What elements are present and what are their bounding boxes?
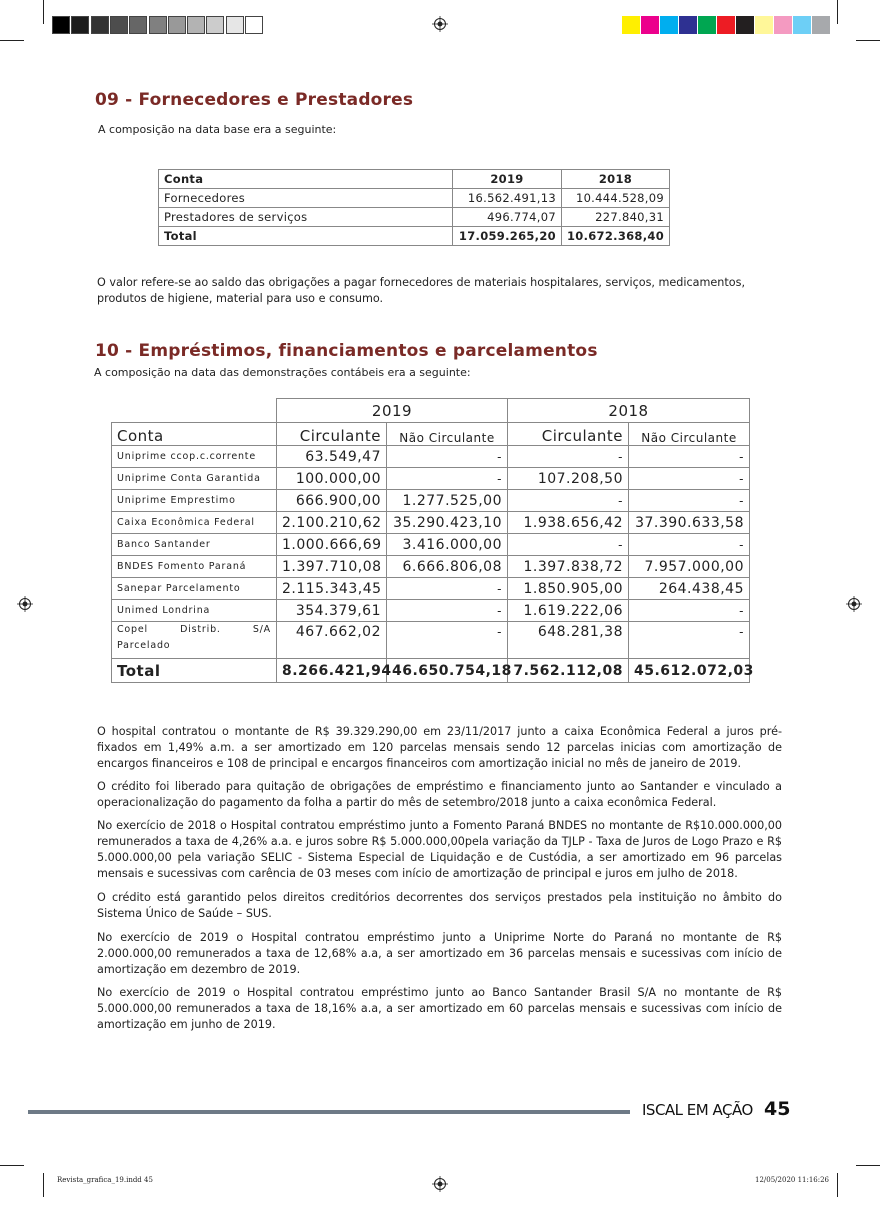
gray-swatch	[91, 16, 109, 34]
year-2018-header: 2018	[508, 399, 750, 423]
registration-mark-icon	[846, 596, 862, 612]
section-10-intro: A composição na data das demonstrações contábeis era a seguinte:	[94, 366, 471, 379]
suppliers-table	[158, 169, 670, 246]
total-circ-2019: 8.266.421,94	[277, 659, 387, 683]
section-09-title: 09 - Fornecedores e Prestadores	[95, 90, 414, 110]
row-nao-circ-2018: -	[629, 534, 750, 556]
row-nao-circ-2019: 3.416.000,00	[387, 534, 508, 556]
row-conta: Caixa Econômica Federal	[112, 512, 277, 534]
crop-mark	[856, 40, 880, 41]
row-conta: Copel Distrib. S/A Parcelado	[112, 622, 277, 659]
paragraph: O crédito foi liberado para quitação de obrigações de empréstimo e financiamento junto ao Santander e vinculado a operacionalização do pagamento da folha a partir do mês de setembro/2018 junto a caixa econômica Federal.	[97, 780, 782, 809]
row-circ-2019: 2.115.343,45	[277, 578, 387, 600]
empty-corner	[112, 399, 277, 423]
row-nao-circ-2018: -	[629, 490, 750, 512]
row-conta: Sanepar Parcelamento	[112, 578, 277, 600]
crop-mark	[43, 0, 44, 24]
total-circ-2018: 7.562.112,08	[508, 659, 629, 683]
row-circ-2019: 1.000.666,69	[277, 534, 387, 556]
table-row	[112, 622, 750, 659]
section-10-title: 10 - Empréstimos, financiamentos e parcelamentos	[95, 341, 598, 361]
color-swatch	[660, 16, 678, 34]
loans-table	[111, 398, 754, 683]
row-nao-circ-2019: 35.290.423,10	[387, 512, 508, 534]
section-09-note: O valor refere-se ao saldo das obrigações a pagar fornecedores de materiais hospitalares, serviços, medicamentos, produtos de higiene, material para uso e consumo.	[97, 276, 745, 305]
color-swatch	[698, 16, 716, 34]
page-number: 45	[764, 1098, 791, 1120]
crop-mark	[43, 1173, 44, 1197]
row-nao-circ-2018: -	[629, 600, 750, 622]
year-2019-header: 2019	[277, 399, 508, 423]
table-row	[112, 468, 750, 490]
table-row	[112, 512, 750, 534]
row-circ-2019: 666.900,00	[277, 490, 387, 512]
header-circulante-2018: Circulante	[508, 423, 629, 446]
crop-mark	[0, 40, 24, 41]
header-conta: Conta	[159, 170, 453, 189]
header-nao-circulante-2018: Não Circulante	[629, 423, 750, 446]
row-circ-2019: 354.379,61	[277, 600, 387, 622]
table-row	[159, 208, 670, 227]
table-row	[112, 446, 750, 468]
header-nao-circulante-2019: Não Circulante	[387, 423, 508, 446]
crop-mark	[837, 1173, 838, 1197]
table-total-row	[159, 227, 670, 246]
gray-swatch	[206, 16, 224, 34]
paragraph: O crédito está garantido pelos direitos creditórios decorrentes dos serviços prestados pela instituição no âmbito do Sistema Único de Saúde – SUS.	[97, 891, 782, 920]
row-conta: Prestadores de serviços	[159, 208, 453, 227]
row-conta: Uniprime ccop.c.corrente	[112, 446, 277, 468]
table-row	[112, 600, 750, 622]
color-swatch	[622, 16, 640, 34]
color-swatch	[793, 16, 811, 34]
row-nao-circ-2018: 7.957.000,00	[629, 556, 750, 578]
crop-mark	[837, 0, 838, 24]
row-circ-2019: 63.549,47	[277, 446, 387, 468]
row-circ-2018: 1.397.838,72	[508, 556, 629, 578]
row-nao-circ-2018: -	[629, 446, 750, 468]
row-2019: 16.562.491,13	[453, 189, 562, 208]
registration-mark-icon	[432, 16, 448, 32]
table-row	[112, 556, 750, 578]
total-label: Total	[159, 227, 453, 246]
footer-bar	[28, 1110, 630, 1114]
gray-swatch	[52, 16, 70, 34]
paragraph: No exercício de 2018 o Hospital contratou empréstimo junto a Fomento Paraná BNDES no montante de R$10.000.000,00 remunerados a taxa de 4,26% a.a. e juros sobre R$ 5.000.000,00pela variação da TJLP - Taxa de Juros de Logo Prazo e R$ 5.000.000,00 pela variação SELIC - Sistema Especial de Liquidação e de Custódia, a ser amortizado em 96 parcelas mensais e sucessivas com carência de 03 meses com início de amortização de principal e juros em julho de 2018.	[97, 819, 782, 880]
row-conta: Uniprime Conta Garantida	[112, 468, 277, 490]
gray-swatch	[71, 16, 89, 34]
year-header-row	[112, 399, 750, 423]
row-circ-2019: 100.000,00	[277, 468, 387, 490]
color-swatch	[774, 16, 792, 34]
column-header-row	[112, 423, 750, 446]
total-nao-circ-2018: 45.612.072,03	[629, 659, 750, 683]
table-row	[112, 490, 750, 512]
row-2018: 227.840,31	[561, 208, 669, 227]
row-circ-2018: -	[508, 534, 629, 556]
row-conta: Banco Santander	[112, 534, 277, 556]
row-nao-circ-2019: -	[387, 600, 508, 622]
slug-filename: Revista_grafica_19.indd 45	[57, 1176, 153, 1184]
header-2018: 2018	[561, 170, 669, 189]
color-swatch	[717, 16, 735, 34]
gray-swatch	[245, 16, 263, 34]
table-row	[112, 534, 750, 556]
total-2019: 17.059.265,20	[453, 227, 562, 246]
paragraph: O hospital contratou o montante de R$ 39.329.290,00 em 23/11/2017 junto a caixa Econômica Federal a juros pré-fixados em 1,49% a.m. a ser amortizado em 120 parcelas mensais sendo 12 parcelas inicias com amortização de encargos financeiros e 108 de principal e encargos financeiros com amortização inicial no mês de janeiro de 2019.	[97, 725, 782, 770]
row-nao-circ-2018: -	[629, 622, 750, 659]
row-circ-2019: 467.662,02	[277, 622, 387, 659]
gray-swatch	[110, 16, 128, 34]
magazine-brand: ISCAL EM AÇÃO	[642, 1101, 753, 1119]
row-conta: Fornecedores	[159, 189, 453, 208]
row-circ-2018: 1.938.656,42	[508, 512, 629, 534]
registration-mark-icon	[432, 1176, 448, 1192]
row-nao-circ-2018: -	[629, 468, 750, 490]
section-09-intro: A composição na data base era a seguinte:	[98, 123, 337, 136]
gray-swatch	[187, 16, 205, 34]
color-swatch	[812, 16, 830, 34]
table-row	[112, 578, 750, 600]
gray-swatch	[226, 16, 244, 34]
table-row	[159, 189, 670, 208]
gray-swatch	[168, 16, 186, 34]
table-header-row	[159, 170, 670, 189]
slug-timestamp: 12/05/2020 11:16:26	[755, 1176, 830, 1184]
color-swatch	[736, 16, 754, 34]
row-nao-circ-2018: 37.390.633,58	[629, 512, 750, 534]
row-nao-circ-2018: 264.438,45	[629, 578, 750, 600]
row-2019: 496.774,07	[453, 208, 562, 227]
row-nao-circ-2019: -	[387, 578, 508, 600]
color-swatch	[641, 16, 659, 34]
total-label: Total	[112, 659, 277, 683]
row-nao-circ-2019: -	[387, 622, 508, 659]
crop-mark	[856, 1165, 880, 1166]
table-total-row	[112, 659, 750, 683]
row-2018: 10.444.528,09	[561, 189, 669, 208]
total-2018: 10.672.368,40	[561, 227, 669, 246]
row-nao-circ-2019: 6.666.806,08	[387, 556, 508, 578]
row-circ-2018: 1.850.905,00	[508, 578, 629, 600]
registration-mark-icon	[17, 596, 33, 612]
header-circulante-2019: Circulante	[277, 423, 387, 446]
row-circ-2019: 2.100.210,62	[277, 512, 387, 534]
row-circ-2018: -	[508, 446, 629, 468]
row-circ-2018: 107.208,50	[508, 468, 629, 490]
header-2019: 2019	[453, 170, 562, 189]
row-circ-2018: -	[508, 490, 629, 512]
gray-swatch	[129, 16, 147, 34]
row-circ-2019: 1.397.710,08	[277, 556, 387, 578]
total-nao-circ-2019: 46.650.754,18	[387, 659, 508, 683]
row-circ-2018: 1.619.222,06	[508, 600, 629, 622]
header-conta: Conta	[112, 423, 277, 446]
row-conta: BNDES Fomento Paraná	[112, 556, 277, 578]
row-nao-circ-2019: -	[387, 468, 508, 490]
gray-swatch	[149, 16, 167, 34]
row-nao-circ-2019: -	[387, 446, 508, 468]
row-nao-circ-2019: 1.277.525,00	[387, 490, 508, 512]
paragraph: No exercício de 2019 o Hospital contratou empréstimo junto ao Banco Santander Brasil S/A no montante de R$ 5.000.000,00 remunerados a taxa de 18,16% a.a, a ser amortizado em 60 parcelas mensais e sucessivas com início de amortização em junho de 2019.	[97, 986, 782, 1031]
crop-mark	[0, 1165, 24, 1166]
row-conta: Unimed Londrina	[112, 600, 277, 622]
row-circ-2018: 648.281,38	[508, 622, 629, 659]
row-conta: Uniprime Emprestimo	[112, 490, 277, 512]
paragraph: No exercício de 2019 o Hospital contratou empréstimo junto a Uniprime Norte do Paraná no montante de R$ 2.000.000,00 remunerados a taxa de 12,68% a.a, a ser amortizado em 36 parcelas mensais e sucessivas com início de amortização em dezembro de 2019.	[97, 931, 782, 976]
color-swatch	[679, 16, 697, 34]
color-swatch	[755, 16, 773, 34]
